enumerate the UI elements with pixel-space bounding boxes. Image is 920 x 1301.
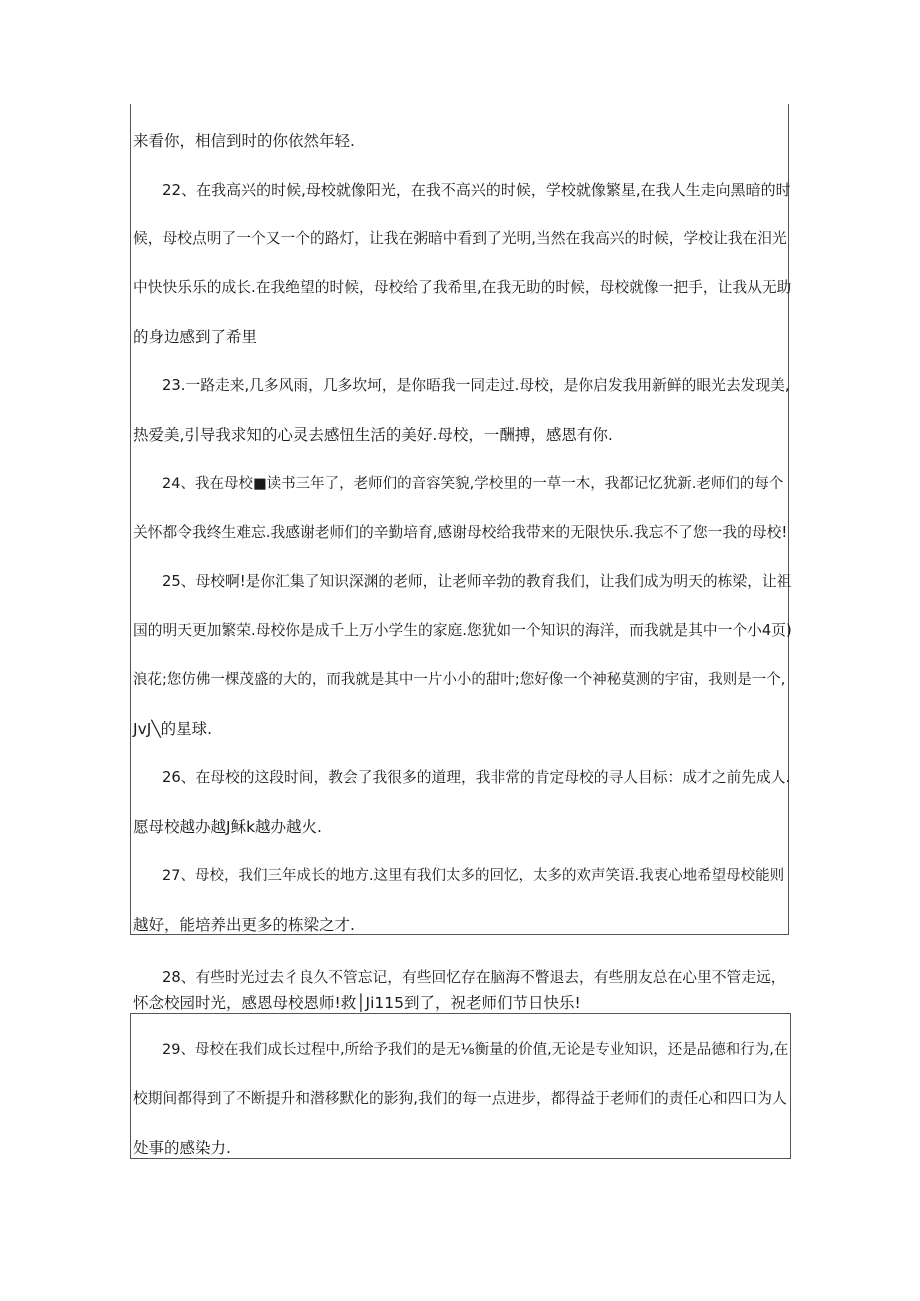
- paragraph-26-line-1: 26、在母校的这段时间，教会了我很多的道理，我非常的肯定母校的寻人目标：成才之前先成人.: [162, 769, 791, 786]
- paragraph-26-line-2: 愿母校越办越J稣k越办越火.: [133, 818, 322, 836]
- paragraph-24-line-1: 24、我在母校■读书三年了，老师们的音容笑貌,学校里的一草一木，我都记忆犹新.老师们的每个: [162, 476, 784, 492]
- paragraph-25-line-3: 浪花;您仿佛一棵茂盛的大的，而我就是其中一片小小的甜叶;您好像一个神秘莫测的宇宙，我则是一个,: [133, 672, 786, 688]
- paragraph-24-line-2: 关怀都令我终生难忘.我感谢老师们的辛勤培育,感谢母校给我带来的无限快乐.我忘不了您一我的母校!: [133, 524, 788, 541]
- paragraph-27-line-2: 越好，能培养出更多的栋梁之才.: [133, 916, 355, 934]
- paragraph-22-line-4: 的身边感到了希里: [133, 328, 258, 346]
- paragraph-25-line-2: 国的明天更加繁荣.母校你是成千上万小学生的家庭.您犹如一个知识的海洋，而我就是其中一个小4页): [133, 622, 792, 639]
- paragraph-22-line-3: 中快快乐乐的成长.在我绝望的时候，母校给了我希里,在我无助的时候，母校就像一把手，让我从无助: [133, 279, 792, 296]
- paragraph-29-line-1: 29、母校在我们成长过程中,所给予我们的是无⅛衡量的价值,无论是专业知识，还是品德和行为,在: [162, 1042, 789, 1058]
- paragraph-22-line-2: 候，母校点明了一个又一个的路灯，让我在粥暗中看到了光明,当然在我高兴的时候，学校让我在汨光: [133, 230, 787, 247]
- paragraph-29-line-3: 处事的感染力.: [133, 1139, 231, 1157]
- paragraph-23-line-1: 23.一路走来,几多风雨，几多坎坷，是你晤我一同走过.母校，是你启发我用新鲜的眼光去发现美,: [162, 377, 790, 394]
- paragraph-22-line-1: 22、在我高兴的时候,母校就像阳光，在我不高兴的时候，学校就像繁星,在我人生走向黑暗的时: [162, 181, 791, 199]
- paragraph-23-line-2: 热爱美,引导我求知的心灵去感忸生活的美好.母校，一酬搏，感恩有你.: [133, 426, 613, 444]
- paragraph-25-line-1: 25、母校啊!是你汇集了知识深渊的老师，让老师辛勃的教育我们，让我们成为明天的栋梁，让祖: [162, 573, 792, 590]
- paragraph-28-line-1: 28、有些时光过去彳良久不管忘记，有些回忆存在脑海不瞥退去，有些朋友总在心里不管走远，: [162, 969, 786, 986]
- paragraph-27-line-1: 27、母校，我们三年成长的地方.这里有我们太多的回忆，太多的欢声笑语.我衷心地希望母校能则: [162, 868, 785, 884]
- paragraph-25-line-4: JvJ╲的星球.: [133, 720, 213, 738]
- paragraph-28-line-2: 怀念校园时光，感恩母校恩师!救│Ji115到了，祝老师们节日快乐!: [133, 994, 581, 1012]
- paragraph-29-line-2: 校期间都得到了不断提升和潜移默化的影狗,我们的每一点进步，都得益于老师们的责任心和四口为人: [133, 1090, 787, 1107]
- text-line: 来看你，相信到时的你依然年轻.: [133, 132, 355, 150]
